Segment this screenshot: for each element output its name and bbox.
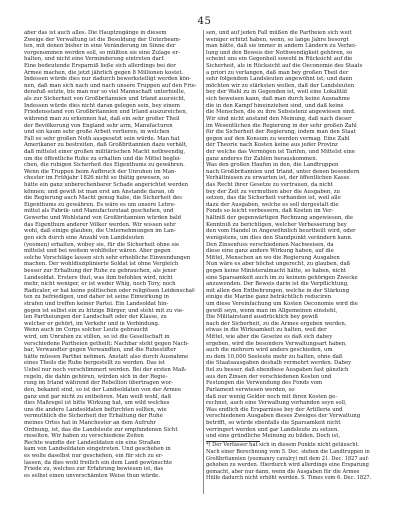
text-line: das Recht ihrer Gesetze zu vertrauen, da nicht xyxy=(206,182,333,189)
text-line: Radicaler, er hat keine politischen oder religiösen Leidenschaf- xyxy=(24,287,196,294)
text-line: gegen keine Ministeralmacht hätte, so haben, nicht xyxy=(206,267,347,274)
text-line: mehr, nicht weniger, er ist weder Whig, noch Tory, noch xyxy=(24,281,176,288)
text-line: eines Theils die Rube hergestellt zu werden. Das ist xyxy=(24,360,165,367)
text-line: können; und gewiß ist man erst am Anstande daran, ob xyxy=(24,188,175,195)
text-line: Was den großen Haufen in den, die Landtruppen xyxy=(206,162,339,169)
text-line: kam von Landsoldaten eingetreten. Und geschehen in xyxy=(24,446,171,453)
text-line: wird, um Unruhen zu stillen, so ist die Gesellschaft in xyxy=(24,334,170,341)
text-line: Kenntniß zu berichtigen, welcher Verbesserung bey xyxy=(206,221,347,228)
text-line: es selbst einen unverschämten Weise thun würde. xyxy=(24,472,160,479)
footnote-line: Hülfe dadurch nicht erhöht werden. S. Times vom 6. Dec. 1827. xyxy=(206,475,372,482)
text-line: dazu der Ausgaben, welche es soll dergestalt die xyxy=(206,201,339,208)
text-line: möchten wir zu stärksten wollen, daß der Landsleuten xyxy=(206,82,355,89)
text-line: im Wesentlichen die Regierung in der sehr großen Zahl xyxy=(206,122,357,129)
text-line: Rechte wandte der Landsoldaten ein eine Straßen xyxy=(24,439,161,446)
text-line: Nun wäre es aber höchst ungerecht, zu glauben, daß xyxy=(206,261,351,268)
text-line: gen sich durch eine Anzahl von Landsleuten xyxy=(24,234,144,241)
text-line: aus den Zinsen der verschiedenen Kosten und xyxy=(206,373,332,380)
text-line: hätte müssen Parthei nehmen. Anstatt also durch Ausnahme xyxy=(24,353,189,360)
text-line: daß mittelst einer großen militärischen Macht nothwendig, xyxy=(24,148,186,155)
text-line: die Staatsausgaben deshalb vermehrt werden. Dabey xyxy=(206,360,352,367)
text-line: Armee machen, die jetzt jährlich gegen 8 Millionen kostet. xyxy=(24,69,184,76)
text-line: Amerikaner zu bestreiten, daß Großbritannien dazu verhält, xyxy=(24,142,188,149)
text-line: Zweige der Verwaltung ist die Besoldung der Unterbeam- xyxy=(24,36,181,43)
text-line: dies Maßregel ist bitte Wirkung hat, um wild welches xyxy=(24,400,170,407)
text-line: der Bevölkerung von England sehr arm, Manufacturen xyxy=(24,122,173,129)
text-line: meines Ortes hat in Manchester an dem Aufruhr xyxy=(24,419,156,426)
text-line: scheint uns ein Gegenheil sowohl in Rücksicht auf die xyxy=(206,56,353,63)
text-line: auch die mehrern wird anders geschieden, um xyxy=(206,347,333,354)
text-line: solche Vorschläge lassen sich sehr erhebliche Einwendungen xyxy=(24,254,191,261)
text-line: der welche das Vermögen ist Tarifen, und Mittelst eine xyxy=(206,148,356,155)
text-line: zu dem 10,000 Seeleute mehr zu halten, ohne daß xyxy=(206,353,343,360)
text-line: Ordnung, ist, das die Landsleute zur empfundenen Sicht xyxy=(24,426,178,433)
text-line: ergeben, wird die besonders Verwaltungsart haben, xyxy=(206,340,347,347)
text-line: a priori zu verlangen, daß man bey großen Theil der xyxy=(206,69,349,76)
text-line: mittelst und bei weitem wohlfeiler wären. Aber gegen xyxy=(24,248,171,255)
text-line: um diese Vereinfachung um Kosten Oeconomie wird die xyxy=(206,300,358,307)
text-line: weniger erhitzt haben, wenn, so lange Jahre besorgt xyxy=(206,36,349,43)
text-line: Fall es sehr großen Noth ausgesetzt sein würde. Man hat xyxy=(24,135,180,142)
text-line: Festungen die Verwendung des Fonds vom xyxy=(206,380,323,387)
text-line: Wenn die Truppen beim Aufbruch der Unruhen im Man- xyxy=(24,168,177,175)
text-line: bey der Wahl zu in Gegenden ist, weil eine Lokalität xyxy=(206,89,348,96)
text-line: gegen auf den Konsum zu werden vermag. Eine Zahl xyxy=(206,135,350,142)
page-number: 45 xyxy=(197,16,212,27)
text-line: verringert werden und gar Landsleute zu setzen. xyxy=(206,426,340,433)
text-line: den vom Handel in Angewöhnlich beurtheilt wird, oder xyxy=(206,228,356,235)
text-line: die Regierung auch Macht genug habe, die Sicherheit des xyxy=(24,195,182,202)
text-line: bey der Zeit zu vermuthen aber die Ausgaben, zu xyxy=(206,188,341,195)
footnote-line: *) Der Verfasser hat sich in diesem Punkte nicht getäuscht. xyxy=(206,442,360,449)
text-line: Gewerbe und Wohlstand von Großbritannien würden bald xyxy=(24,215,182,222)
text-line: Mittel, wie aber die Gesetze es daß sich dabey xyxy=(206,334,333,341)
footnote-line: gemacht, aber nur dann, wenn die Ausgaben für die Armee xyxy=(206,468,360,475)
text-line: es wolle daselbst nur geschehen, ein für sich zu er- xyxy=(24,453,164,459)
text-line: chen, die ruhigen Sicherheit des Eigenthums zu gewähren. xyxy=(24,162,185,169)
text-line: mit allen den Entbehrungen, welche in der Stärkung xyxy=(206,287,350,294)
text-line: sich beweisen kann, daß man durch keine Ausnahme xyxy=(206,96,350,103)
text-line: für die Sicherheit der Regierung, indem man den Staat xyxy=(206,129,356,136)
footnote-rule xyxy=(206,441,260,442)
text-line: das Eigenthum anderer Völker werden. Wir wissen sehr xyxy=(24,221,176,228)
text-line: chester im Frühjahr 1826 nicht so thätig gewesen, so xyxy=(24,175,170,182)
text-line: Landsoldat. Erstere thut, was ihm befohlen wird, nicht xyxy=(24,274,173,281)
text-line: diese eine ganz andere Wirkung haben, auf die xyxy=(206,248,334,255)
text-line: gegen ist selbst ein zu hitzige Bürger, und steht mit zu vie- xyxy=(24,307,184,314)
text-line: und ein kaum sehr große Arbeit verlieren, in welchen xyxy=(24,129,170,136)
text-line: Sicherheit, als in Rücksicht auf die Oeconomie des Staats xyxy=(206,63,363,70)
text-line: uns die andere Landsoldaten befürchten sollten, wie xyxy=(24,406,167,413)
footnote-line: gehoben zu werden. Hierdurch wird allerdings eine Ersparung xyxy=(206,462,369,469)
text-line: Fonds so leicht verbessern, daß Kosten im Ver- xyxy=(206,208,334,215)
text-line: besser zur Erhaltung der Ruhe zu gebrauchen, als jener xyxy=(24,267,177,274)
text-line: setzen, das die Sicherheit vorhanden ist, weil alle xyxy=(206,195,341,202)
text-line: strafen und treffen keiner Partei. Ein Landsoldat hin- xyxy=(24,300,169,307)
text-line: gewiß seyn, wenn man im Allgemeinen einsteht, xyxy=(206,307,338,314)
text-line: Parlament verwiesen werden, so xyxy=(206,386,295,393)
text-line: betrifft, so würde ebenfalls die Sparsamkeit nicht xyxy=(206,419,341,426)
text-line: Eine bedeutende Ersparniß ließe sich allerdings bei der xyxy=(24,63,176,70)
text-line: Verhältnissen zu erwarten ist, der öffentlichen Kasse xyxy=(206,175,350,182)
text-line: mittel als Fabrik- und Manufacturstaat geschehen, und xyxy=(24,208,174,215)
text-line: hältniß der gegenwärtigen Rechnung angewiesen, die xyxy=(206,215,353,222)
text-line: den, bekannt sind, so ist der Landsoldaten von der Armee xyxy=(24,386,182,393)
text-line: als zur Sicherheit von Großbritannien und Irland ausreicht, xyxy=(24,96,186,103)
text-line: vermuthlich die Sicherheit der Erhaltung der Ruhe xyxy=(24,413,163,420)
text-line: Indessen würde dies nur dadurch bewerkstelligt werden kön- xyxy=(24,76,192,83)
text-line: vorgenommen werden soll, so müßten sie eine Zulage er- xyxy=(24,49,180,56)
text-line: welcher er gehört, im Verkehr und in Verbindung. xyxy=(24,320,160,327)
text-line: regeln, die dahin gehören, würden sich in der Regie- xyxy=(24,373,168,380)
footnote-line: Großbritannien (yeomanry cavalry) mit dem 21. Dec. 1827 auf- xyxy=(206,455,369,462)
text-line: wenigstens, um dies den Standpunkt verändern kann. xyxy=(206,234,353,241)
text-line: nach der Sicherheit, zu die Armee ergeben werden, xyxy=(206,320,347,327)
text-line: man hätte, daß sie immer in andern Ländern zu Verhei- xyxy=(206,43,357,50)
text-line: Die Militairstand ausdrücklich bey gewiß xyxy=(206,314,318,321)
text-line: sen, und auf jeden Fall müßen die Partheien sich weit xyxy=(206,30,352,36)
text-line: Den Zinsenfuss verschiedenen Nachweisen, da xyxy=(206,241,334,248)
footnote-line: Nach einer Berechnung vom 5. Dec. stehen die Landtruppen in xyxy=(206,448,370,455)
text-line: eine Sparsamkeit auch im zu keinem gehörigen Zwecke xyxy=(206,274,358,281)
text-line: Was endlich die Ersparnisse bey der Artillerie und xyxy=(206,406,343,413)
right-column-body xyxy=(206,30,386,440)
text-line: die in den Kampf hineinziehen sind, und daß keine xyxy=(206,102,344,109)
text-line: lung und den Beweis der Nothwendigkeit gehören, so xyxy=(206,49,353,56)
text-line: ganz und gar nicht zu entbehren. Man weiß wohl, daß xyxy=(24,393,172,400)
text-line: lassen, da dies wohl freilich ein dem Land gewünschte xyxy=(24,459,173,466)
text-line: halten, und nicht eine Verminderung eintreten darf. xyxy=(24,56,165,63)
text-line: etwas in die Wirksamkeit zu halten, weil der xyxy=(206,327,327,334)
text-line: die Menschen, die zu ihre Subsistenz angewiesen sind. xyxy=(206,109,356,116)
text-line: der Theorie nach Kosten keine aus jeder Provinz xyxy=(206,142,338,149)
text-line: densfuß setzte, bis man nur so viel Mannschaft unterhielte, xyxy=(24,89,186,96)
footnote xyxy=(206,442,386,482)
text-line: während man zu erkennen hat, daß ein sehr großer Theil xyxy=(24,115,180,122)
text-line: bar, Verwandter gegen Verwandten, und die Ruhestifter xyxy=(24,347,176,354)
text-line: nen, daß man sich nach und nach unsere Truppen auf den Frie- xyxy=(24,82,197,89)
text-line: fiel zu besser, daß ebendiese Ausgaben fast gänzlich xyxy=(206,367,349,374)
text-line: anzuwenden. Der Beweis darin ist die Verpflichtung, xyxy=(206,281,349,288)
text-line: Mittel, Menschen an wo die Regierung Ausgaben xyxy=(206,254,340,261)
text-line: Wir sind nicht anstand den Meinung, daß nach dieser xyxy=(206,115,352,122)
text-line: verschiedenen Ausgaben dieses Zweiges der Verwaltung xyxy=(206,413,361,420)
text-line: rieselten. Wir haben zu verschiedene Zeiten xyxy=(24,433,144,440)
text-line: machen. Der wohldisziplinierte Soldat ist ohne Vergleich xyxy=(24,261,179,268)
text-line: Indessen würde dies nicht daran gelegen sein, bey einem xyxy=(24,102,180,109)
left-column xyxy=(24,30,202,479)
text-line: verschiedene Partheien getheilt; Nachbar steht gegen Nach- xyxy=(24,340,189,347)
text-line: daß nur wenig Gelder noch mit ihren Kosten ge- xyxy=(206,393,338,400)
text-line: rechnet, auch eine Verwaltung vorhanden seyn soll, xyxy=(206,400,347,407)
text-line: len Partheiungen der Landschaft oder der Klasse, zu xyxy=(24,314,167,321)
right-column xyxy=(206,30,386,482)
text-line: Eigenthums zu gewähren. Es wäre es um unsere Lehre- xyxy=(24,201,176,208)
text-line: einige die Marine ganz beträchtlich reduciren xyxy=(206,294,332,301)
text-line: ten zu befriedigen, und daher ist seine Einwirkung in xyxy=(24,294,169,301)
text-line: wohl, daß einige glauben, die Unternehmungen im Lan- xyxy=(24,228,176,235)
text-line: und eine gründliche Meinung zu bilden. Doch ist, xyxy=(206,433,341,440)
text-line: Uebel nur noch verschlimmert werden. Bei der ersten Maß- xyxy=(24,367,187,374)
text-line: Friedensstand von Großbritannien und Irland auszureichen, xyxy=(24,109,188,116)
text-line: um die öffentliche Ruhe zu erhalten und die Mittel beglei- xyxy=(24,155,182,162)
text-line: hätte ein ganz unberechenbarer Schade angerichtet werden xyxy=(24,182,189,189)
column-divider xyxy=(203,30,204,494)
text-line: Wenn auch im Corps solcher Leute gebraucht xyxy=(24,327,149,334)
text-line: nach Großbritannien und Irland, unter denen besondern xyxy=(206,168,360,175)
text-line: ten, mit denen bisher in eine Veränderung im Sinne der xyxy=(24,43,176,50)
text-line: Friede zu, welches zur Erfahrung bewiesen ist, das xyxy=(24,466,164,473)
text-line: aber das ist auch alles. Die Hauptzugänge in diesem xyxy=(24,30,167,36)
text-line: ganz anderes für Zahlen herauskommen. xyxy=(206,155,318,162)
text-line: sehr folgendem Landsleuten angewöhnt ist; und dann xyxy=(206,76,353,83)
text-line: (yeomen) erhalten, wobey sie, für die Sicherheit ohne sie xyxy=(24,241,180,248)
text-line: rung im Irland während der Rebellion übertragen wor- xyxy=(24,380,174,387)
